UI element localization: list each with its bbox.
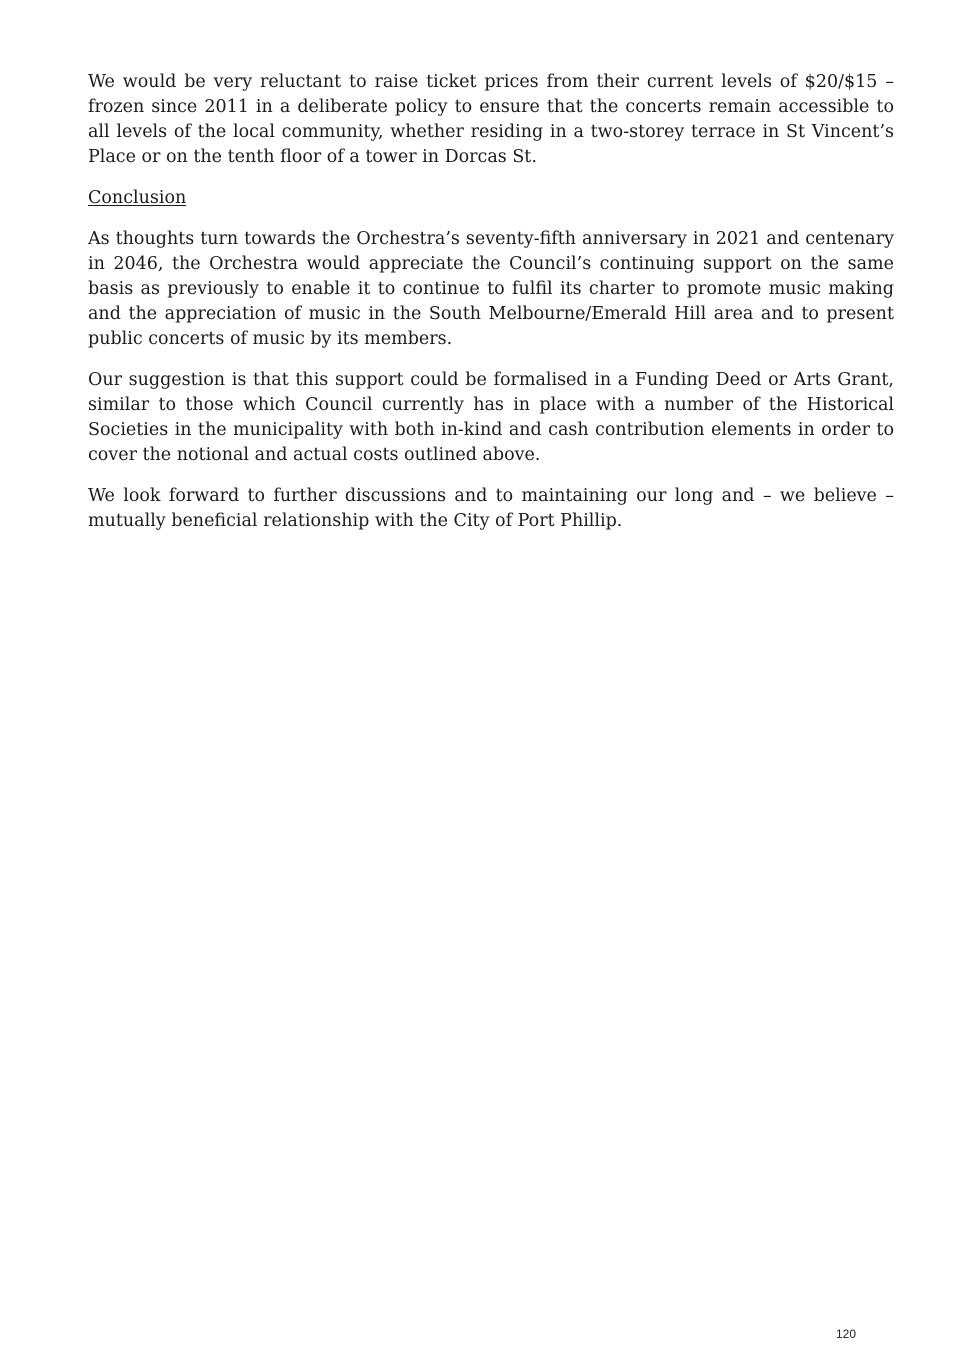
section-heading-conclusion: Conclusion	[88, 188, 187, 208]
body-paragraph: Our suggestion is that this support could be formalised in a Funding Deed or Arts Grant, similar to those which Council currently has in place with a number of the Historical Societies in the municipality with both in-kind and cash contribution elements in order to cover the notional and actual costs outlined above.	[88, 370, 894, 465]
body-paragraph: We look forward to further discussions and to maintaining our long and – we believe – mutually beneficial relationship with the City of Port Phillip.	[88, 486, 894, 531]
document-body	[88, 70, 894, 550]
body-paragraph: We would be very reluctant to raise ticket prices from their current levels of $20/$15 – frozen since 2011 in a deliberate policy to ensure that the concerts remain accessible to all levels of the local community, whether residing in a two-storey terrace in St Vincent’s Place or on the tenth floor of a tower in Dorcas St.	[88, 72, 894, 167]
body-paragraph: As thoughts turn towards the Orchestra’s seventy-fifth anniversary in 2021 and centenary in 2046, the Orchestra would appreciate the Council’s continuing support on the same basis as previously to enable it to continue to fulfil its charter to promote music making and the appreciation of music in the South Melbourne/Emerald Hill area and to present public concerts of music by its members.	[88, 229, 894, 349]
page-number: 120	[836, 1327, 857, 1341]
